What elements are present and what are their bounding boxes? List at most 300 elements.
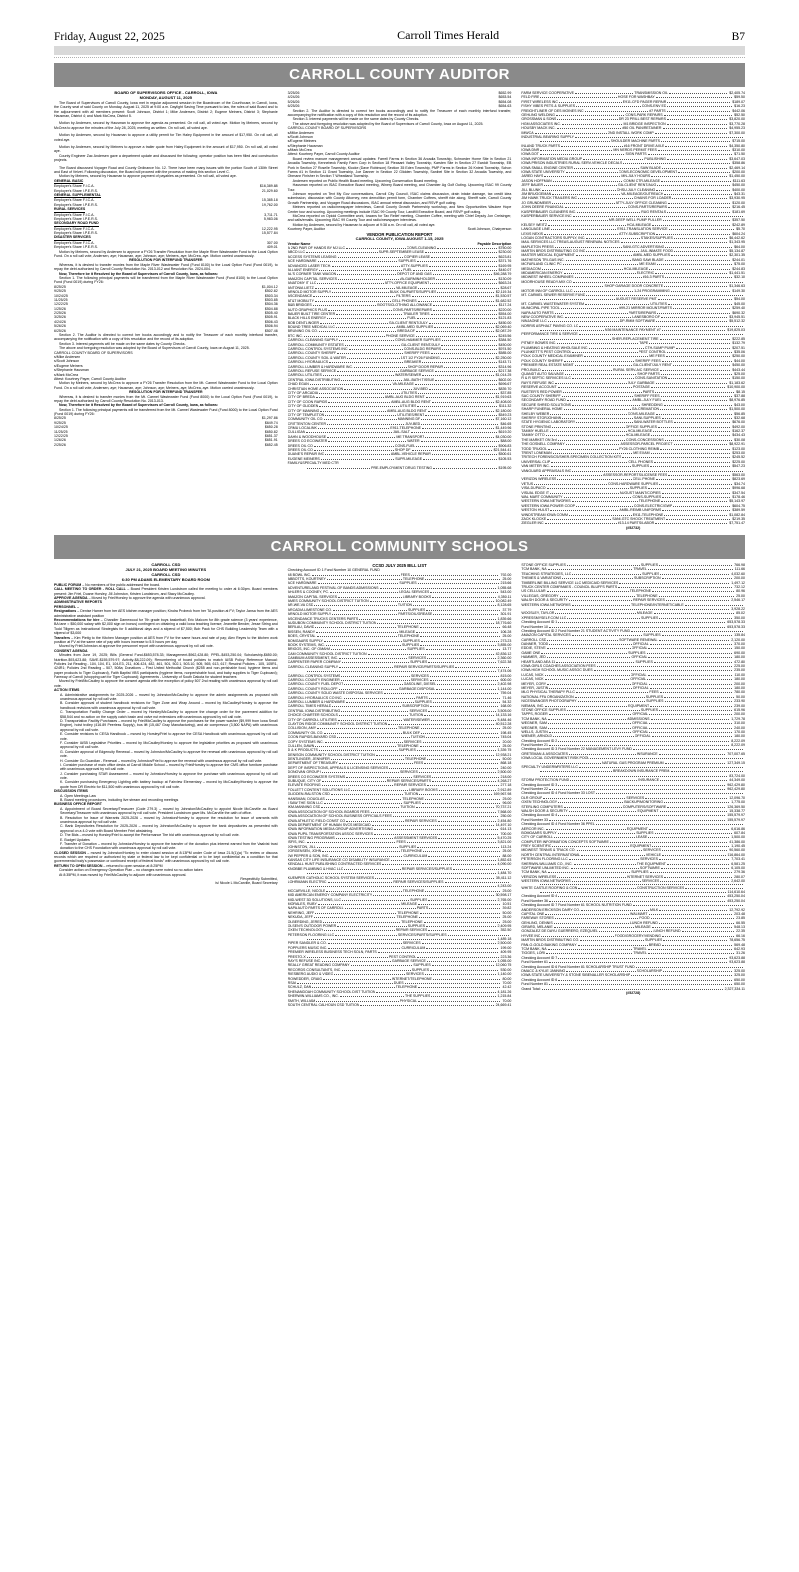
payable-vendor: GROSSMAN & SONS: [521, 117, 557, 122]
payable-amount: 70,737.21: [495, 805, 512, 810]
payable-amount: $37.85: [500, 390, 512, 395]
payable-vendor: VANGUARD APPRAISALS INC: [521, 468, 572, 473]
leader-dots: [553, 181, 623, 182]
closed-session: [54, 851, 278, 864]
leader-dots: [576, 422, 632, 423]
payable-amount: 150.00: [734, 646, 746, 651]
payable-description: SERVICES/PARTS/SUPPLIES: [397, 932, 447, 937]
leader-dots: [662, 418, 733, 419]
payable-amount: 70.00: [502, 980, 512, 985]
payable-amount: 180.00: [734, 686, 746, 690]
payable-amount: $1,530.57: [495, 294, 512, 299]
payable-vendor: ARCADIA LIMESTONE CO.: [287, 607, 332, 612]
payable-amount: 18,776.60: [495, 620, 512, 625]
payable-amount: $2,069.40: [495, 325, 512, 330]
payable-vendor: AUDUBON COMMUNITY SCHOOL DISTRICT TUITION: [287, 620, 377, 625]
leader-dots: [557, 119, 617, 120]
payable-amount: $2,087.29: [495, 329, 512, 334]
payable-description: PEST CONTROL: [638, 350, 667, 355]
payable-description: COMM CTR-MILEAGE: [623, 178, 660, 183]
leader-dots: [547, 488, 629, 489]
leader-dots: [318, 428, 390, 429]
leader-dots: [661, 181, 731, 182]
payable-amount: $358.86: [732, 161, 746, 166]
payable-description: SHREDDING: [641, 402, 663, 407]
leader-dots: [376, 992, 495, 993]
attest-line: Attest: Kourtney Payer, Carroll County Auditor: [287, 152, 360, 157]
leader-dots: [540, 776, 727, 777]
resolution-section-3: Section 3. Interest payments will be made on the same dates by County Checks.: [59, 341, 186, 346]
payable-amount: $200.00: [732, 170, 746, 175]
leader-dots: [436, 689, 495, 690]
leader-dots: [621, 242, 728, 243]
leader-dots: [435, 371, 497, 372]
payable-description: NATURAL GAS PROGRAM PREMIUM: [601, 760, 664, 765]
payable-vendor: LOHRMANN ELECTRIC: [287, 880, 327, 884]
payable-vendor: WOOSLEY, TAYLOR: [521, 611, 555, 616]
fund-label: Employer's Share I.P.E.R.S.: [54, 188, 98, 193]
csd-block-lead: APPROVE AGENDA: [54, 596, 88, 601]
leader-dots: [551, 466, 631, 467]
payable-description: THE SUPPLIES: [404, 994, 431, 999]
payable-vendor: PIPER SANDLER & CO.: [287, 941, 327, 946]
payable-description: SUPPLIES: [407, 923, 426, 928]
leader-dots: [654, 662, 732, 663]
payable-description: CONS-CLEANING: [406, 246, 437, 251]
payable-amount: $56.85: [734, 411, 746, 416]
leader-dots: [650, 644, 732, 645]
payable-vendor: EDDIE, STEVE: [521, 646, 546, 651]
payable-amount: $64.00: [734, 244, 746, 249]
leader-dots: [319, 750, 398, 751]
payable-amount: $602.00: [498, 377, 512, 382]
payable-vendor: WAL MART COMMUNITY: [521, 494, 563, 499]
payable-vendor: HGM ASSOCIATES INC.: [521, 121, 561, 126]
payable-description: #16 FRONT DRIVE AXLE: [623, 143, 665, 148]
payable-description: ELECTRIC: [636, 271, 655, 276]
payable-amount: 24,669.41: [495, 1002, 512, 1007]
leader-dots: [576, 506, 633, 507]
leader-dots: [667, 102, 730, 103]
leader-dots: [566, 172, 618, 173]
payable-amount: $181.69: [732, 209, 746, 214]
payable-vendor: NAPA AUTO PARTS: [521, 310, 554, 315]
csd-business-items: [54, 807, 278, 851]
leader-dots: [622, 457, 730, 458]
payable-amount: 44,349.00: [729, 778, 746, 783]
leader-dots: [433, 305, 497, 306]
payable-description: CHSU-JULY CLEANING: [616, 187, 656, 192]
payable-amount: 280.07: [734, 874, 746, 879]
leader-dots: [673, 365, 730, 366]
leader-dots: [597, 666, 733, 667]
leader-dots: [373, 895, 493, 896]
payable-vendor: NAPA AUTO PARTS OF CARROLL: [287, 906, 344, 911]
payable-amount: 71.46: [502, 695, 512, 700]
closed-session-text: – moved by Johnston/Horsley to enter closed session at 8:13PM under Code of Iowa 21.5(1)(a) "To review or discuss records which are required or authorized by state or federal law to be kept confidential or to be kept confidential as a condition for that governmental body's possession or continued receipt of federal funds" with unanimous approval by roll call vote.: [54, 850, 278, 864]
payable-amount: 2,327,334.11: [724, 986, 746, 991]
leader-dots: [575, 365, 632, 366]
leader-dots: [325, 415, 396, 416]
leader-dots: [422, 428, 494, 429]
payable-amount: 198.45: [500, 730, 512, 735]
payable-description: CONS-SANITATION: [634, 376, 668, 381]
payable-vendor: MORALES, RUBY: [287, 901, 317, 906]
leader-dots: [596, 793, 743, 794]
payable-amount: 543.00: [500, 590, 512, 595]
payable-description: ME EXAM: [639, 262, 656, 267]
csd-block-lead: CALL MEETING TO ORDER - ROLL CALL: [54, 587, 126, 592]
payable-amount: $996.68: [732, 486, 746, 491]
payable-vendor: TCM BANK, NA: [521, 870, 547, 875]
payable-vendor: Checking Account ID 2 Fund Number 21 STUDENT ACTIVITY FUND: [521, 628, 631, 633]
leader-dots: [544, 176, 620, 177]
payable-vendor: AUTO GRAPHICS PLUS: [287, 307, 328, 312]
supervisors-para: Motion by Andersen, second by Hausman to approve a utility permit for Tim Haley Equipment in the amount of $17,950. On roll call, all voted aye.: [54, 133, 278, 142]
leader-dots: [662, 493, 731, 494]
payable-description: ATTY-SUPPLIES: [400, 263, 428, 268]
leader-dots: [649, 914, 733, 915]
payable-description: INTERNET SERVICES: [626, 874, 664, 879]
payable-description: SUPPLIES: [399, 581, 417, 586]
leader-dots: [423, 742, 501, 743]
leader-dots: [420, 645, 495, 646]
leader-dots: [332, 706, 401, 707]
payable-vendor: OXEN TECHNOLOGY: [521, 800, 558, 805]
payable-amount: 700.00: [500, 831, 512, 836]
leader-dots: [431, 720, 496, 721]
payable-vendor: CARROLL REFUSE SERVICE: [287, 368, 337, 373]
supervisor-report: Hausman reported on ISAC Executive Board meeting, Winery Board meeting, and Chamber Ag Golf Outing. Upcoming ISAC 99 County Tour.: [287, 183, 512, 192]
leader-dots: [555, 383, 627, 384]
leader-dots: [660, 370, 730, 371]
leader-dots: [660, 811, 728, 812]
payable-description: OFFICIAL: [632, 686, 649, 690]
leader-dots: [662, 361, 732, 362]
leader-dots: [313, 305, 377, 306]
leader-dots: [674, 422, 730, 423]
payable-amount: 1,055.00: [497, 959, 512, 964]
schedule-date: 3/25/26: [54, 315, 66, 320]
payable-amount: 41,386.00: [729, 839, 746, 844]
payable-amount: 12,060.75: [495, 963, 512, 968]
payable-vendor: RIESBERG AUDIO & VIDEO: [287, 972, 334, 977]
leader-dots: [432, 454, 497, 455]
schedule-amount: $652.45: [264, 442, 278, 447]
csd-block-lead: ADMINISTRATIVE REPORTS: [54, 600, 103, 605]
leader-dots: [567, 400, 632, 401]
payable-vendor: CENTRAL IOWA DISTRIBUTING: [287, 708, 341, 713]
payable-description: LEGAL SERVICES: [399, 590, 430, 595]
payable-amount: 155,579.97: [727, 817, 746, 822]
payable-amount: 240.00: [734, 725, 746, 730]
payable-vendor: CARROLL COUNTY SOIL & WATER: [287, 355, 346, 360]
resolution-resolved: Now, Therefore be it Resolved by the Board of Supervisors of Carroll County, Iowa, as follows:: [59, 271, 219, 276]
payable-description: SUPPLIES: [399, 844, 417, 849]
leader-dots: [317, 847, 398, 848]
payable-vendor: MCFARLAND CLINIC PC: [521, 262, 562, 267]
payable-amount: $310.00: [732, 148, 746, 153]
masthead-rule: [54, 46, 745, 55]
payable-description: SUPPLIES: [646, 699, 664, 704]
payable-description: WATER/SEWER: [395, 373, 422, 378]
leader-dots: [337, 926, 406, 927]
csd-block: [54, 618, 278, 636]
payable-vendor: MID-WEST 3D SOLUTIONS, LLC: [287, 897, 342, 902]
payable-description: INSURANCE: [636, 751, 658, 756]
payable-description: SHOP DF: [394, 448, 411, 453]
payable-amount: $585.00: [498, 351, 512, 356]
leader-dots: [572, 378, 634, 379]
payable-amount: 235.00: [734, 668, 746, 673]
payable-vendor: MEYER, CORY: [521, 681, 547, 686]
leader-dots: [567, 565, 640, 566]
payable-amount: 615.96: [734, 707, 746, 712]
leader-dots: [374, 834, 498, 835]
leader-dots: [660, 881, 729, 882]
leader-dots: [540, 475, 602, 476]
payable-amount: $5.70: [736, 227, 746, 232]
payable-description: AMBL-MED SUPPLIES: [396, 325, 434, 330]
payable-description: OFFICIAL: [630, 672, 647, 677]
payable-description: SERVICES: [626, 795, 645, 800]
leader-dots: [574, 864, 636, 865]
payable-description: UTILITIES/RENT: [397, 412, 425, 417]
leader-dots: [339, 667, 393, 668]
payable-amount: 962,429.80: [727, 782, 746, 787]
leader-dots: [557, 128, 622, 129]
payable-description: #7 PARTS: [649, 108, 666, 113]
leader-dots: [662, 497, 730, 498]
payable-amount: 1,852.63: [497, 858, 512, 863]
payable-vendor: ANTONIA LIETZ: [287, 285, 314, 290]
fund-group-name: SECONDARY ROAD FUND: [54, 221, 99, 226]
leader-dots: [306, 432, 392, 433]
leader-dots: [321, 807, 399, 808]
leader-dots: [417, 406, 497, 407]
payable-description: TELEPHONE: [397, 743, 419, 748]
leader-dots: [339, 763, 413, 764]
payable-vendor: DREES CO ECOWATER: [287, 439, 328, 444]
schedule-date: 8/25/25: [54, 284, 66, 289]
leader-dots: [307, 468, 370, 469]
payable-description: AMBL-REIMB UNIFORMS: [619, 508, 662, 513]
payable-description: SUPPLIES: [642, 571, 660, 576]
payable-amount: 301.91: [500, 612, 512, 617]
payable-amount: $823.69: [732, 477, 746, 482]
payable-vendor: CARROLL HYDRAULICS CO INC.: [287, 695, 343, 700]
schedule-date: 4/24/26: [54, 319, 66, 324]
leader-dots: [453, 869, 509, 870]
payable-amount: $71.50: [734, 152, 746, 157]
payable-amount: 3,821.00: [497, 840, 512, 845]
payable-vendor: WESTERN IOWA POWER COOP: [521, 503, 576, 508]
payable-vendor: MIDWEST WHEEL COMPANIES: [521, 275, 574, 280]
leader-dots: [413, 270, 496, 271]
leader-dots: [664, 802, 729, 803]
fund-amount: $16,389.88: [259, 184, 278, 189]
leader-dots: [442, 340, 497, 341]
payable-description: JULY GARBAGE: [627, 380, 655, 385]
payable-vendor: AR-WE-VA CSD: [287, 603, 314, 608]
payable-vendor: ZACK KLOCKE: [521, 516, 547, 521]
payable-amount: $189.07: [732, 99, 746, 104]
signature: s/Mark McCrea: [54, 372, 79, 377]
payable-description: CONS-SUPPLIES: [632, 494, 662, 499]
payable-vendor: HANSMAN, DOUGLAS: [287, 796, 325, 801]
leader-dots: [662, 168, 727, 169]
leader-dots: [326, 645, 401, 646]
payable-vendor: CAMBIUM ASSESSMENT, INC.: [287, 656, 339, 661]
leader-dots: [341, 380, 402, 381]
leader-dots: [548, 728, 631, 729]
leader-dots: [550, 510, 618, 511]
payable-description: SUPPLIES: [635, 659, 653, 664]
supervisors-para: Motion by Andersen, second by Meiners to approve a trailer quote from Haley Equipment in the amount of $17,950. On roll call, all voted aye.: [54, 145, 278, 154]
leader-dots: [377, 623, 493, 624]
leader-dots: [645, 798, 727, 799]
leader-dots: [319, 406, 399, 407]
payable-amount: 6,616.86: [731, 826, 746, 831]
leader-dots: [432, 965, 494, 966]
masthead: [12, 0, 787, 45]
leader-dots: [315, 913, 396, 914]
leader-dots: [663, 940, 727, 941]
leader-dots: [648, 675, 733, 676]
leader-dots: [330, 856, 402, 857]
payable-vendor: IOWA DEPARTMENT OF HUMAN SVCS MEDICAID: [287, 822, 371, 827]
leader-dots: [418, 987, 500, 988]
payable-amount: $52.50: [734, 112, 746, 117]
csd-block: [54, 587, 278, 596]
leader-dots: [650, 688, 732, 689]
payable-amount: 199.00: [500, 945, 512, 950]
leader-dots: [448, 935, 510, 936]
leader-dots: [649, 343, 730, 344]
payable-description: CONS-BLDG REPAIRS: [403, 347, 442, 352]
payable-amount: 310.00: [734, 721, 746, 726]
leader-dots: [655, 133, 727, 134]
payable-vendor: HYVEE INC: [521, 933, 541, 938]
column-5: [288, 563, 512, 1007]
payable-vendor: HEARTLAND AEA 11: [521, 659, 556, 664]
leader-dots: [319, 270, 402, 271]
payable-amount: 5,484.46: [497, 717, 512, 722]
leader-dots: [555, 918, 639, 919]
payable-vendor: LOGAN CONTRACTORS SUPPLY, INC.: [521, 235, 586, 240]
csd-line-3: CARROLL CSD: [151, 571, 181, 577]
payable-amount: 1,500.00: [731, 835, 746, 840]
payable-amount: 1,729.78: [731, 716, 746, 721]
payable-vendor: JASON HOFFMAN: [521, 178, 552, 183]
fund-group: [54, 179, 278, 193]
payable-vendor: VETUS: [521, 481, 534, 486]
leader-dots: [651, 453, 731, 454]
payable-amount: $32.68: [734, 415, 746, 420]
payable-vendor: CARROLL UTILITIES: [287, 373, 322, 378]
payable-vendor: WEGNER, SAM: [521, 725, 547, 730]
leader-dots: [666, 600, 729, 601]
leader-dots: [318, 261, 398, 262]
leader-dots: [547, 684, 631, 685]
payable-vendor: ADVENTURELAND FESTIVAL OF BANDS ADMISSIONS: [287, 585, 379, 590]
schedule-date: 11/25/25: [54, 297, 68, 302]
payable-amount: 3,855.00: [497, 642, 512, 647]
leader-dots: [354, 367, 406, 368]
leader-dots: [415, 384, 497, 385]
payable-amount: 12,938.21: [495, 752, 512, 757]
payable-description: OFFICIAL: [631, 646, 648, 651]
leader-dots: [420, 627, 501, 628]
leader-dots: [425, 252, 497, 253]
payable-amount: 25.00: [502, 726, 512, 731]
leader-dots: [676, 348, 730, 349]
leader-dots: [344, 389, 412, 390]
payable-description: BULK DEF: [402, 730, 421, 735]
payable-amount: 2,402.98: [497, 682, 512, 687]
payable-amount: 22.35: [736, 929, 746, 934]
payable-amount: 88.00: [502, 853, 512, 858]
leader-dots: [382, 864, 495, 865]
leader-dots: [436, 279, 496, 280]
payable-description: HCA-MILEAGE: [625, 433, 651, 438]
leader-dots: [445, 882, 510, 883]
leader-dots: [565, 207, 627, 208]
payable-vendor: CHOICE CHARTER SCHOOLS: [287, 713, 338, 718]
leader-dots: [411, 575, 499, 576]
respectfully-submitted: Respectfully Submitted,: [240, 877, 278, 882]
payable-amount: 273.23: [500, 638, 512, 643]
payable-description: FUEL: [407, 316, 417, 321]
supervisors-para: The Board of Supervisors of Carroll County, Iowa met in regular adjourned session in the Boardroom of the Courthouse, in Carroll, Iowa, the County seat of said County on Monday, August 11, 2025 at 9:00 a.m. Daylight Saving Time pursuant to law, the rules of said Board and to the adjournment with all members present: Scott Johnson, District 1; Mike Andersen, District 2; Eugene Meiners, District 3; Stephanie Hausman, District 4; and Mark McCrea, District 5.: [54, 100, 278, 119]
leader-dots: [577, 212, 640, 213]
payable-vendor: KELSEY WEITZ: [521, 222, 548, 227]
payable-amount: $1,014.25: [495, 373, 512, 378]
payable-vendor: JOHNSTON, JILL: [287, 844, 316, 849]
leader-dots: [586, 238, 639, 239]
vendor-rows: [288, 246, 512, 461]
payable-description: MN NERDS PERMIT FEES: [613, 148, 657, 153]
payable-vendor: CARROLL COUNTY ENGINEER: [287, 678, 340, 683]
leader-dots: [572, 635, 643, 636]
payable-vendor: PAN-O-GOLD BAKING COMPANY: [521, 942, 577, 947]
leader-dots: [581, 910, 649, 911]
payable-description: SUPPLIES: [628, 650, 646, 655]
csd-block-lead: PUBLIC FORUM: [54, 582, 82, 587]
payable-description: SUBSCRIPTION: [633, 576, 661, 581]
leader-dots: [429, 698, 501, 699]
leader-dots: [548, 723, 631, 724]
payable-vendor: STATE HYGIENIC LABORATORY: [521, 420, 576, 425]
leader-dots: [594, 670, 733, 671]
leader-dots: [417, 750, 496, 751]
closed-session-label: CLOSED SESSION: [54, 850, 86, 855]
payable-description: SERVICES: [411, 673, 429, 678]
payable-vendor: WESTERN IOWA NETWORKS: [521, 602, 571, 607]
payable-amount: 1,339.75: [497, 748, 512, 753]
payable-vendor: DEPT OF INSPECTIONS, APPEALS & LICENSING SERVICES: [287, 765, 389, 770]
leader-dots: [545, 706, 627, 707]
leader-dots: [324, 803, 403, 804]
resolution-title: RESOLUTION FOR INTERFUND TRANSFER: [129, 258, 203, 263]
leader-dots: [428, 711, 495, 712]
payable-amount: $130.09: [498, 276, 512, 281]
leader-dots: [438, 838, 495, 839]
payable-amount: 2,409.95: [497, 923, 512, 928]
leader-dots: [673, 308, 730, 309]
payable-vendor: SCHULZ, DAN: [287, 985, 312, 990]
payable-amount: $45.00: [734, 301, 746, 306]
